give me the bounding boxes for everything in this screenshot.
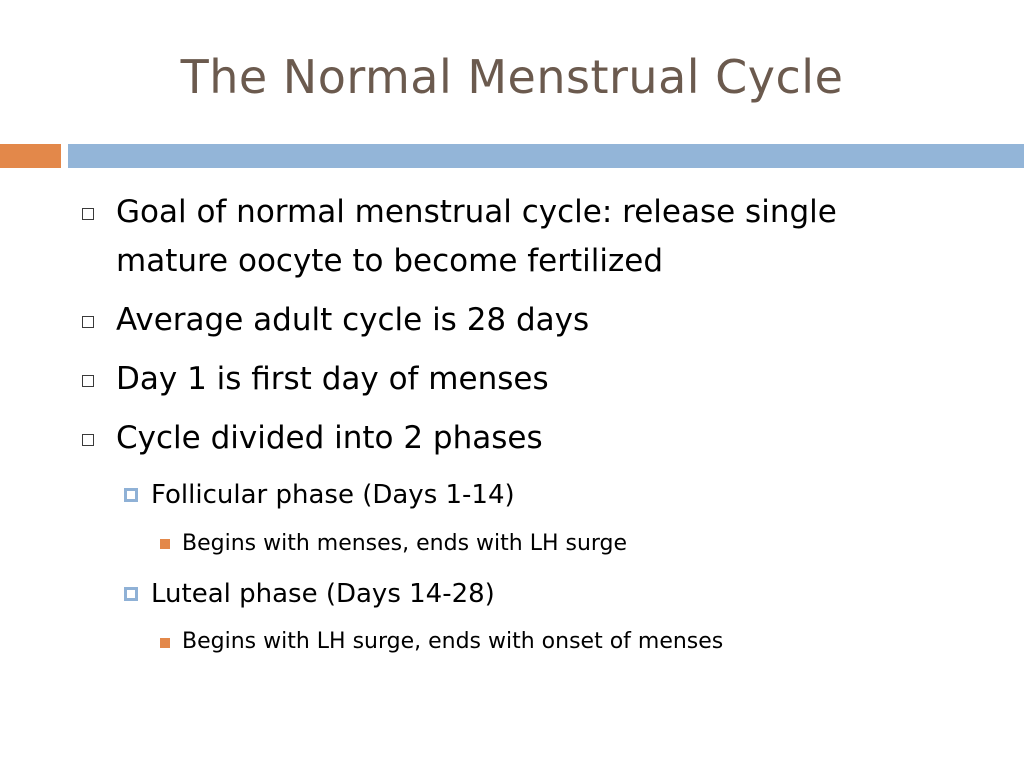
bullet-average-cycle: Average adult cycle is 28 days: [116, 302, 590, 338]
square-bullet-icon: [82, 434, 94, 446]
square-bullet-icon: [82, 375, 94, 387]
bullet-two-phases: Cycle divided into 2 phases: [116, 420, 543, 456]
slide-title: The Normal Menstrual Cycle: [180, 50, 844, 104]
sub-bullet-icon: [124, 488, 138, 502]
sub-bullet-follicular: Follicular phase (Days 1-14): [151, 480, 515, 510]
bullet-goal-line2: mature oocyte to become fertilized: [116, 243, 663, 279]
bullet-goal-line1: Goal of normal menstrual cycle: release single: [116, 194, 837, 230]
square-bullet-icon: [82, 316, 94, 328]
square-bullet-icon: [82, 208, 94, 220]
sub-bullet-luteal: Luteal phase (Days 14-28): [151, 579, 495, 609]
sub-bullet-icon: [124, 587, 138, 601]
detail-follicular: Begins with menses, ends with LH surge: [182, 531, 628, 556]
orange-bullet-icon: [160, 539, 170, 549]
detail-luteal: Begins with LH surge, ends with onset of menses: [182, 629, 724, 654]
orange-bullet-icon: [160, 638, 170, 648]
bullet-day-one: Day 1 is first day of menses: [116, 361, 549, 397]
